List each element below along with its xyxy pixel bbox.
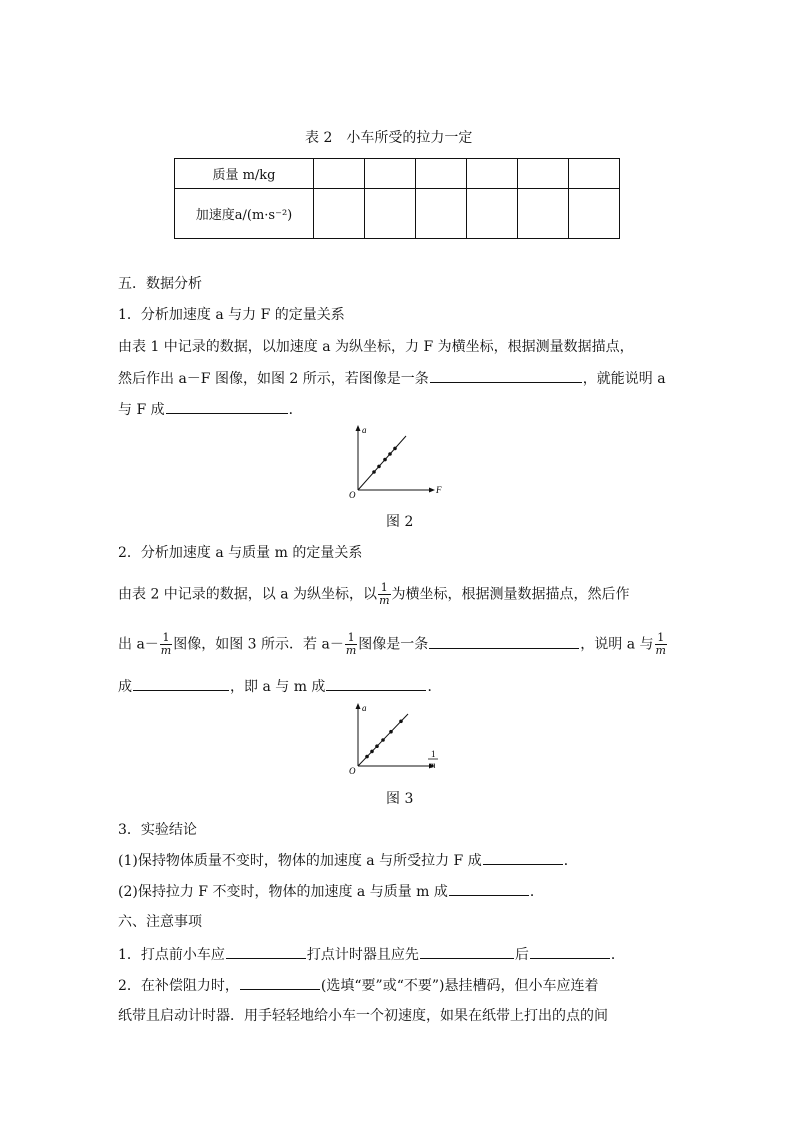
data-point [365,755,369,759]
section5-item1-line2 [118,368,666,389]
fraction-numerator: 1 [378,582,390,595]
table-cell [416,189,467,239]
table-cell [569,189,620,239]
answer-blank [166,399,288,414]
answer-blank [420,944,514,959]
section5-item1-line1: 由表 1 中记录的数据，以加速度 a 为纵坐标，力 F 为横坐标，根据测量数据描点， [118,339,634,355]
data-point [388,452,392,456]
y-axis-arrow [356,703,361,709]
fraction-1-over-m [160,632,172,657]
section6-item2-line2: 纸带且启动计时器．用手轻轻地给小车一个初速度，如果在纸带上打出的点的间 [118,1008,608,1024]
text: (1)保持物体质量不变时，物体的加速度 a 与所受拉力 F 成 [118,853,482,869]
data-point [399,720,403,724]
origin-label: O [349,490,356,500]
table-cell [467,159,518,189]
data-point [375,744,379,748]
fraction-numerator: 1 [345,632,357,645]
fraction-denominator: m [655,644,666,657]
fit-line [358,436,406,490]
text: 后 [514,947,529,963]
answer-blank [449,881,529,896]
text: 2．在补偿阻力时， [118,978,239,994]
section5-item2-line2 [118,632,668,657]
table-cell [569,159,620,189]
data-point [393,447,397,451]
text: 为横坐标，根据测量数据描点，然后作 [391,586,630,603]
answer-blank [430,368,582,383]
fraction-1-over-m [378,582,390,607]
y-axis-label: a [362,425,367,435]
section6-item1 [118,944,625,965]
text: 图像，如图 3 所示．若 a－ [173,636,344,653]
table-row [175,159,620,189]
text: ，就能说明 a [582,371,666,387]
x-axis-label: F [436,485,442,495]
text: ． [610,947,625,963]
text: (2)保持拉力 F 不变时，物体的加速度 a 与质量 m 成 [118,884,448,900]
section5-item3-title: 3．实验结论 [118,822,197,838]
text: 打点计时器且应先 [306,947,419,963]
text: 然后作出 a－F 图像，如图 2 所示，若图像是一条 [118,371,429,387]
section6-heading: 六、注意事项 [118,914,202,930]
section5-item1-line3 [118,399,303,420]
figure-3-graph [346,702,456,782]
x-axis-label-denominator: m [429,760,436,770]
section5-item2-line1 [118,582,630,607]
table2-caption: 表 2 小车所受的拉力一定 [305,130,473,146]
text: 1．打点前小车应 [118,947,225,963]
table-cell [365,159,416,189]
table-cell [365,189,416,239]
fraction-denominator: m [160,644,172,657]
origin-label: O [349,766,356,776]
text: 与 F 成 [118,402,165,418]
table-cell [518,159,569,189]
text: 图像是一条 [358,636,429,653]
section5-item3-line2 [118,881,544,902]
answer-blank [530,944,610,959]
table-cell [416,159,467,189]
text: 由表 2 中记录的数据，以 a 为纵坐标，以 [118,586,378,603]
fraction-denominator: m [379,594,390,607]
fraction-1-over-m [345,632,357,657]
y-axis-arrow [356,425,361,431]
fraction-numerator: 1 [655,632,667,645]
answer-blank [133,676,229,691]
text: 出 a－ [118,636,159,653]
table-cell [518,189,569,239]
text: ，说明 a 与 [580,636,654,653]
section5-item3-line1 [118,850,578,871]
fraction-numerator: 1 [160,632,172,645]
section5-heading: 五．数据分析 [118,276,202,292]
data-point [383,458,387,462]
table-cell [314,159,365,189]
text: ． [427,679,442,695]
y-axis-label: a [362,703,367,713]
fraction-1-over-m [655,632,667,657]
section6-item2-line1 [118,975,598,996]
x-axis-label-numerator: 1 [431,749,436,759]
section5-item2-line3 [118,676,441,697]
data-point [370,750,374,754]
table2-row1-label: 质量 m/kg [175,159,314,189]
table2-row2-label: 加速度a/(m·s⁻²) [175,189,314,239]
text: ． [563,853,578,869]
x-axis-arrow [429,488,435,493]
answer-blank [483,850,563,865]
answer-blank [226,944,306,959]
data-point [377,465,381,469]
answer-blank [326,676,426,691]
text: (选填“要”或“不要”)悬挂槽码，但小车应连着 [320,978,599,994]
data-point [389,730,393,734]
table-cell [467,189,518,239]
fraction-denominator: m [345,644,357,657]
section5-item2-title: 2．分析加速度 a 与质量 m 的定量关系 [118,545,363,561]
text: ，即 a 与 m 成 [230,679,326,695]
section5-item1-title: 1．分析加速度 a 与力 F 的定量关系 [118,307,345,323]
answer-blank [429,634,579,649]
answer-blank [240,975,320,990]
data-point [381,738,385,742]
text: ． [529,884,544,900]
data-point [372,470,376,474]
figure-2-caption: 图 2 [386,514,414,530]
figure-2-graph [346,424,456,504]
text: ． [288,402,303,418]
table2 [174,158,620,239]
figure-3-caption: 图 3 [386,791,414,807]
table-row [175,189,620,239]
text: 成 [118,679,132,695]
table-cell [314,189,365,239]
